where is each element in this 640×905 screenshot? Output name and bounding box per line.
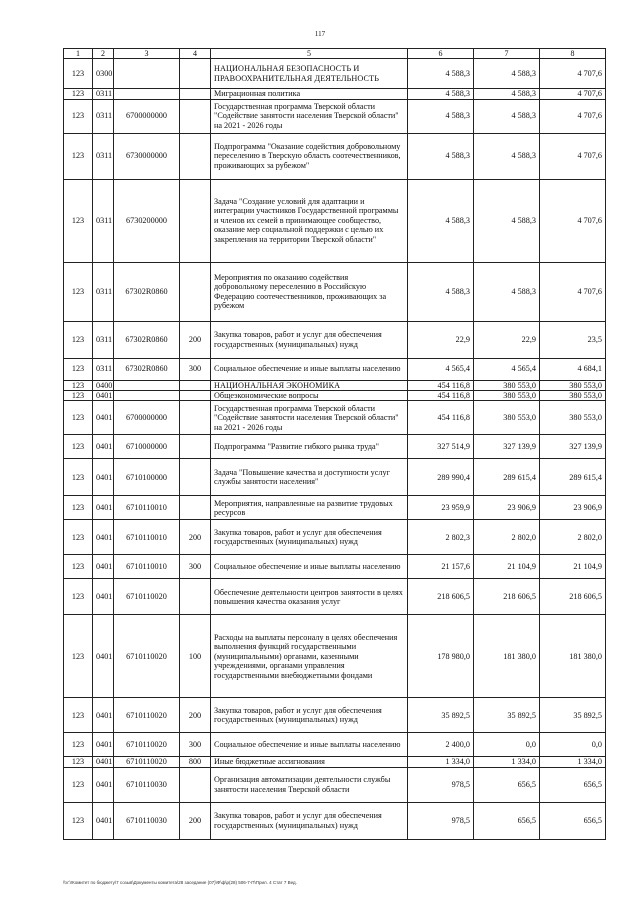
table-header-row	[64, 49, 606, 59]
cell-amount-year1: 1 334,0	[408, 757, 474, 767]
cell-section-code: 0311	[93, 99, 114, 133]
cell-amount-year3: 4 707,6	[540, 262, 606, 321]
cell-expense-type: 300	[180, 555, 211, 579]
cell-amount-year1: 978,5	[408, 767, 474, 802]
cell-expense-type: 100	[180, 615, 211, 698]
cell-name: Общеэкономические вопросы	[211, 391, 408, 401]
cell-expense-type	[180, 435, 211, 459]
cell-target-code: 6710110030	[114, 767, 180, 802]
cell-amount-year1: 21 157,6	[408, 555, 474, 579]
cell-amount-year2: 218 606,5	[474, 579, 540, 615]
cell-expense-type	[180, 496, 211, 520]
cell-amount-year3: 4 707,6	[540, 133, 606, 179]
budget-table	[63, 48, 606, 840]
cell-target-code: 67302R0860	[114, 262, 180, 321]
cell-amount-year3: 380 553,0	[540, 401, 606, 435]
table-row	[64, 380, 606, 390]
cell-section-code: 0401	[93, 733, 114, 757]
table-row	[64, 520, 606, 555]
header-cell: 4	[180, 49, 211, 59]
table-row	[64, 179, 606, 262]
table-row	[64, 496, 606, 520]
cell-amount-year3: 21 104,9	[540, 555, 606, 579]
cell-target-code	[114, 391, 180, 401]
cell-target-code	[114, 59, 180, 89]
cell-expense-type	[180, 401, 211, 435]
cell-target-code: 6710110020	[114, 615, 180, 698]
cell-amount-year3: 656,5	[540, 767, 606, 802]
cell-name: Задача "Повышение качества и доступности услуг службы занятости населения"	[211, 459, 408, 496]
cell-target-code: 6700000000	[114, 99, 180, 133]
cell-amount-year1: 4 588,3	[408, 179, 474, 262]
table-row	[64, 435, 606, 459]
cell-amount-year2: 4 588,3	[474, 133, 540, 179]
cell-name: Мероприятия по оказанию содействия добровольному переселению в Российскую Федерацию соотечественников, проживающих за рубежом	[211, 262, 408, 321]
header-cell: 7	[474, 49, 540, 59]
header-cell: 1	[64, 49, 93, 59]
cell-amount-year2: 1 334,0	[474, 757, 540, 767]
cell-amount-year2: 181 380,0	[474, 615, 540, 698]
cell-amount-year3: 218 606,5	[540, 579, 606, 615]
cell-target-code: 6710110020	[114, 733, 180, 757]
cell-amount-year3: 23 906,9	[540, 496, 606, 520]
header-cell: 8	[540, 49, 606, 59]
cell-name: НАЦИОНАЛЬНАЯ ЭКОНОМИКА	[211, 380, 408, 390]
cell-expense-type: 300	[180, 358, 211, 380]
cell-expense-type	[180, 459, 211, 496]
table-row	[64, 767, 606, 802]
cell-amount-year1: 978,5	[408, 802, 474, 839]
table-row	[64, 555, 606, 579]
cell-amount-year3: 2 802,0	[540, 520, 606, 555]
cell-section-code: 0401	[93, 435, 114, 459]
table-row	[64, 401, 606, 435]
cell-section-code: 0400	[93, 380, 114, 390]
cell-amount-year2: 4 588,3	[474, 179, 540, 262]
cell-section-code: 0401	[93, 555, 114, 579]
table-row	[64, 59, 606, 89]
cell-amount-year1: 22,9	[408, 321, 474, 358]
table-row	[64, 89, 606, 99]
cell-admin-code: 123	[64, 555, 93, 579]
header-cell: 3	[114, 49, 180, 59]
cell-section-code: 0401	[93, 520, 114, 555]
cell-name: Организация автоматизации деятельности службы занятости населения Тверской области	[211, 767, 408, 802]
cell-amount-year3: 4 707,6	[540, 179, 606, 262]
cell-name: Социальное обеспечение и иные выплаты населению	[211, 555, 408, 579]
cell-name: Мероприятия, направленные на развитие трудовых ресурсов	[211, 496, 408, 520]
cell-name: Социальное обеспечение и иные выплаты населению	[211, 733, 408, 757]
cell-amount-year2: 35 892,5	[474, 698, 540, 733]
cell-target-code: 6710100000	[114, 459, 180, 496]
cell-target-code: 6710110020	[114, 579, 180, 615]
cell-admin-code: 123	[64, 380, 93, 390]
cell-admin-code: 123	[64, 757, 93, 767]
cell-target-code: 6730000000	[114, 133, 180, 179]
cell-section-code: 0311	[93, 262, 114, 321]
cell-expense-type	[180, 179, 211, 262]
cell-amount-year3: 656,5	[540, 802, 606, 839]
cell-name: Закупка товаров, работ и услуг для обеспечения государственных (муниципальных) нужд	[211, 802, 408, 839]
cell-amount-year2: 2 802,0	[474, 520, 540, 555]
header-cell: 6	[408, 49, 474, 59]
cell-admin-code: 123	[64, 698, 93, 733]
cell-amount-year2: 380 553,0	[474, 401, 540, 435]
cell-amount-year2: 4 588,3	[474, 99, 540, 133]
cell-section-code: 0401	[93, 767, 114, 802]
cell-amount-year1: 35 892,5	[408, 698, 474, 733]
cell-admin-code: 123	[64, 391, 93, 401]
cell-section-code: 0311	[93, 321, 114, 358]
table-row	[64, 615, 606, 698]
cell-target-code: 6710110020	[114, 698, 180, 733]
table-row	[64, 698, 606, 733]
cell-name: Закупка товаров, работ и услуг для обеспечения государственных (муниципальных) нужд	[211, 520, 408, 555]
cell-name: Закупка товаров, работ и услуг для обеспечения государственных (муниципальных) нужд	[211, 321, 408, 358]
cell-name: Расходы на выплаты персоналу в целях обеспечения выполнения функций государственными (муниципальными) органами, казенными учреждениями, органами управления государственными внебюджетными фондами	[211, 615, 408, 698]
cell-amount-year2: 21 104,9	[474, 555, 540, 579]
cell-target-code: 6710110020	[114, 757, 180, 767]
cell-name: Обеспечение деятельности центров занятости в целях повышения качества оказания услуг	[211, 579, 408, 615]
cell-expense-type: 800	[180, 757, 211, 767]
cell-admin-code: 123	[64, 459, 93, 496]
cell-amount-year1: 289 990,4	[408, 459, 474, 496]
cell-section-code: 0401	[93, 757, 114, 767]
cell-amount-year2: 4 588,3	[474, 59, 540, 89]
cell-target-code: 67302R0860	[114, 321, 180, 358]
table-row	[64, 358, 606, 380]
cell-name: Миграционная политика	[211, 89, 408, 99]
cell-amount-year3: 380 553,0	[540, 391, 606, 401]
cell-section-code: 0300	[93, 59, 114, 89]
cell-admin-code: 123	[64, 615, 93, 698]
cell-amount-year1: 2 400,0	[408, 733, 474, 757]
cell-expense-type: 200	[180, 520, 211, 555]
cell-amount-year3: 4 707,6	[540, 59, 606, 89]
cell-amount-year1: 178 980,0	[408, 615, 474, 698]
cell-name: Государственная программа Тверской области "Содействие занятости населения Тверской области" на 2021 - 2026 годы	[211, 99, 408, 133]
cell-amount-year2: 656,5	[474, 802, 540, 839]
cell-admin-code: 123	[64, 496, 93, 520]
cell-section-code: 0311	[93, 89, 114, 99]
cell-admin-code: 123	[64, 520, 93, 555]
cell-amount-year1: 454 116,8	[408, 380, 474, 390]
header-cell: 5	[211, 49, 408, 59]
cell-expense-type	[180, 380, 211, 390]
cell-amount-year3: 380 553,0	[540, 380, 606, 390]
cell-amount-year2: 22,9	[474, 321, 540, 358]
cell-section-code: 0401	[93, 698, 114, 733]
table-row	[64, 802, 606, 839]
cell-amount-year2: 380 553,0	[474, 380, 540, 390]
table-row	[64, 321, 606, 358]
cell-name: Социальное обеспечение и иные выплаты населению	[211, 358, 408, 380]
table-row	[64, 262, 606, 321]
file-path-footer: \\V:\!Комитет по бюджету\7 созыв\Документы комитета\28 заседание (07)\Ф\ф\р(28) 506-7-П\Прил. 4 Стат 7 Вед.	[63, 880, 297, 885]
cell-amount-year3: 0,0	[540, 733, 606, 757]
cell-amount-year1: 4 588,3	[408, 89, 474, 99]
cell-amount-year2: 380 553,0	[474, 391, 540, 401]
cell-expense-type	[180, 59, 211, 89]
page-number: 117	[314, 30, 326, 38]
cell-admin-code: 123	[64, 262, 93, 321]
cell-section-code: 0401	[93, 615, 114, 698]
cell-amount-year2: 4 588,3	[474, 262, 540, 321]
cell-amount-year1: 4 588,3	[408, 99, 474, 133]
cell-amount-year1: 2 802,3	[408, 520, 474, 555]
cell-name: Закупка товаров, работ и услуг для обеспечения государственных (муниципальных) нужд	[211, 698, 408, 733]
cell-section-code: 0401	[93, 459, 114, 496]
cell-admin-code: 123	[64, 358, 93, 380]
cell-admin-code: 123	[64, 733, 93, 757]
cell-amount-year2: 656,5	[474, 767, 540, 802]
cell-section-code: 0401	[93, 391, 114, 401]
cell-section-code: 0311	[93, 179, 114, 262]
cell-amount-year3: 327 139,9	[540, 435, 606, 459]
cell-expense-type: 300	[180, 733, 211, 757]
table-row	[64, 391, 606, 401]
cell-admin-code: 123	[64, 59, 93, 89]
cell-admin-code: 123	[64, 133, 93, 179]
cell-name: Задача "Создание условий для адаптации и интеграции участников Государственной программы и членов их семей в принимающее сообщество, оказание мер социальной поддержки с целью их закрепления на территории Тверской области"	[211, 179, 408, 262]
cell-amount-year2: 23 906,9	[474, 496, 540, 520]
cell-amount-year1: 4 588,3	[408, 59, 474, 89]
cell-amount-year1: 4 588,3	[408, 133, 474, 179]
cell-target-code: 6710110010	[114, 555, 180, 579]
cell-amount-year3: 289 615,4	[540, 459, 606, 496]
cell-expense-type	[180, 133, 211, 179]
cell-target-code: 6710110010	[114, 520, 180, 555]
cell-amount-year1: 218 606,5	[408, 579, 474, 615]
cell-expense-type	[180, 89, 211, 99]
cell-expense-type	[180, 262, 211, 321]
table-row	[64, 133, 606, 179]
cell-amount-year3: 4 684,1	[540, 358, 606, 380]
cell-admin-code: 123	[64, 321, 93, 358]
cell-amount-year3: 1 334,0	[540, 757, 606, 767]
cell-name: Иные бюджетные ассигнования	[211, 757, 408, 767]
cell-admin-code: 123	[64, 401, 93, 435]
cell-target-code: 67302R0860	[114, 358, 180, 380]
cell-amount-year3: 4 707,6	[540, 89, 606, 99]
cell-expense-type: 200	[180, 698, 211, 733]
cell-section-code: 0311	[93, 358, 114, 380]
cell-amount-year1: 4 565,4	[408, 358, 474, 380]
cell-section-code: 0401	[93, 496, 114, 520]
cell-target-code: 6730200000	[114, 179, 180, 262]
table-row	[64, 99, 606, 133]
cell-admin-code: 123	[64, 767, 93, 802]
cell-amount-year2: 4 588,3	[474, 89, 540, 99]
cell-name: Государственная программа Тверской области "Содействие занятости населения Тверской области" на 2021 - 2026 годы	[211, 401, 408, 435]
table-row	[64, 733, 606, 757]
cell-amount-year3: 23,5	[540, 321, 606, 358]
cell-target-code: 6710110010	[114, 496, 180, 520]
cell-name: Подпрограмма "Развитие гибкого рынка труда"	[211, 435, 408, 459]
cell-name: НАЦИОНАЛЬНАЯ БЕЗОПАСНОСТЬ И ПРАВООХРАНИТЕЛЬНАЯ ДЕЯТЕЛЬНОСТЬ	[211, 59, 408, 89]
cell-admin-code: 123	[64, 579, 93, 615]
cell-admin-code: 123	[64, 435, 93, 459]
cell-amount-year2: 327 139,9	[474, 435, 540, 459]
cell-amount-year3: 35 892,5	[540, 698, 606, 733]
cell-expense-type	[180, 99, 211, 133]
cell-amount-year1: 327 514,9	[408, 435, 474, 459]
cell-expense-type	[180, 391, 211, 401]
cell-admin-code: 123	[64, 99, 93, 133]
header-cell: 2	[93, 49, 114, 59]
cell-expense-type: 200	[180, 321, 211, 358]
cell-name: Подпрограмма "Оказание содействия добровольному переселению в Тверскую область соотечественников, проживающих за рубежом"	[211, 133, 408, 179]
cell-section-code: 0401	[93, 401, 114, 435]
table-row	[64, 459, 606, 496]
cell-target-code: 6710110030	[114, 802, 180, 839]
cell-amount-year1: 23 959,9	[408, 496, 474, 520]
cell-amount-year1: 4 588,3	[408, 262, 474, 321]
table-row	[64, 579, 606, 615]
cell-target-code	[114, 89, 180, 99]
cell-admin-code: 123	[64, 802, 93, 839]
cell-section-code: 0401	[93, 802, 114, 839]
cell-expense-type	[180, 579, 211, 615]
cell-target-code	[114, 380, 180, 390]
cell-expense-type	[180, 767, 211, 802]
cell-amount-year2: 289 615,4	[474, 459, 540, 496]
cell-amount-year1: 454 116,8	[408, 401, 474, 435]
cell-section-code: 0401	[93, 579, 114, 615]
cell-amount-year3: 181 380,0	[540, 615, 606, 698]
cell-amount-year1: 454 116,8	[408, 391, 474, 401]
cell-target-code: 6710000000	[114, 435, 180, 459]
cell-amount-year3: 4 707,6	[540, 99, 606, 133]
cell-amount-year2: 4 565,4	[474, 358, 540, 380]
cell-section-code: 0311	[93, 133, 114, 179]
cell-amount-year2: 0,0	[474, 733, 540, 757]
cell-admin-code: 123	[64, 179, 93, 262]
cell-target-code: 6700000000	[114, 401, 180, 435]
cell-expense-type: 200	[180, 802, 211, 839]
cell-admin-code: 123	[64, 89, 93, 99]
table-row	[64, 757, 606, 767]
